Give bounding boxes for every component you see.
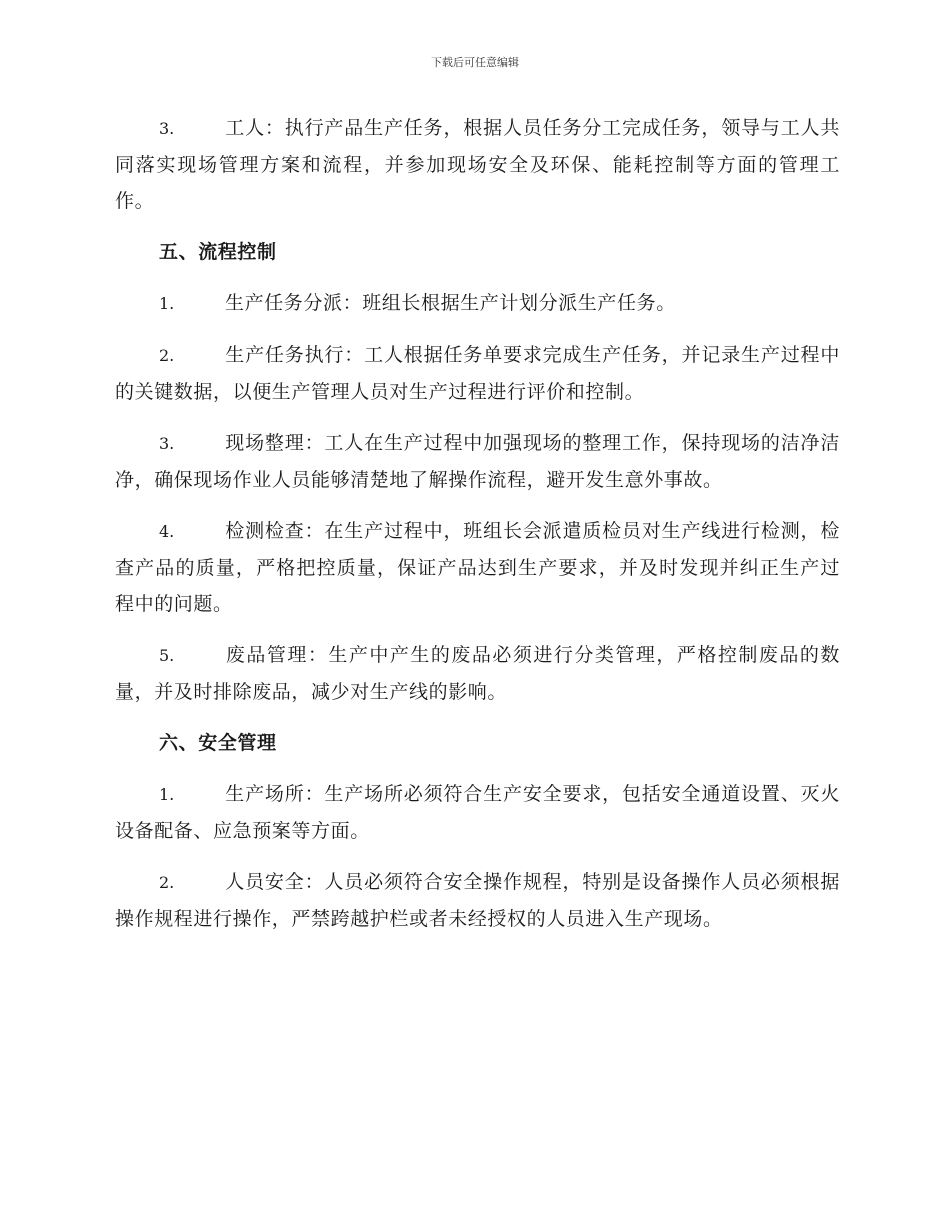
paragraph-text: 生产场所：生产场所必须符合生产安全要求，包括安全通道设置、灭火设备配备、应急预案等方面。 bbox=[115, 783, 840, 842]
item-number: 3. bbox=[159, 434, 175, 453]
paragraph-6-1 bbox=[115, 776, 840, 849]
item-number: 1. bbox=[159, 294, 175, 313]
paragraph-text: 废品管理：生产中产生的废品必须进行分类管理，严格控制废品的数量，并及时排除废品，减少对生产线的影响。 bbox=[115, 644, 840, 703]
paragraph-text: 生产任务分派：班组长根据生产计划分派生产任务。 bbox=[225, 292, 676, 314]
section-heading-5: 五、流程控制 bbox=[159, 241, 277, 263]
item-number: 2. bbox=[159, 873, 175, 892]
item-number: 3. bbox=[159, 119, 175, 138]
paragraph-5-1 bbox=[115, 285, 840, 322]
paragraph-5-3 bbox=[115, 425, 840, 498]
item-number: 4. bbox=[159, 522, 175, 541]
page-header: 下载后可任意编辑 bbox=[431, 56, 519, 69]
paragraph-text: 工人：执行产品生产任务，根据人员任务分工完成任务，领导与工人共同落实现场管理方案和流程，并参加现场安全及环保、能耗控制等方面的管理工作。 bbox=[115, 117, 840, 212]
paragraph-text: 检测检查：在生产过程中，班组长会派遣质检员对生产线进行检测，检查产品的质量，严格把控质量，保证产品达到生产要求，并及时发现并纠正生产过程中的问题。 bbox=[115, 520, 840, 615]
paragraph-5-2 bbox=[115, 337, 840, 410]
paragraph-5-4 bbox=[115, 513, 840, 622]
section-heading-6: 六、安全管理 bbox=[159, 732, 277, 754]
paragraph-text: 现场整理：工人在生产过程中加强现场的整理工作，保持现场的洁净洁净，确保现场作业人员能够清楚地了解操作流程，避开发生意外事故。 bbox=[115, 432, 840, 491]
paragraph-3 bbox=[115, 110, 840, 219]
paragraph-text: 人员安全：人员必须符合安全操作规程，特别是设备操作人员必须根据操作规程进行操作，严禁跨越护栏或者未经授权的人员进入生产现场。 bbox=[115, 871, 840, 930]
paragraph-text: 生产任务执行：工人根据任务单要求完成生产任务，并记录生产过程中的关键数据，以便生产管理人员对生产过程进行评价和控制。 bbox=[115, 344, 840, 403]
item-number: 5. bbox=[159, 646, 175, 665]
document-body bbox=[115, 110, 840, 952]
item-number: 1. bbox=[159, 785, 175, 804]
paragraph-6-2 bbox=[115, 864, 840, 937]
item-number: 2. bbox=[159, 346, 175, 365]
paragraph-5-5 bbox=[115, 637, 840, 710]
